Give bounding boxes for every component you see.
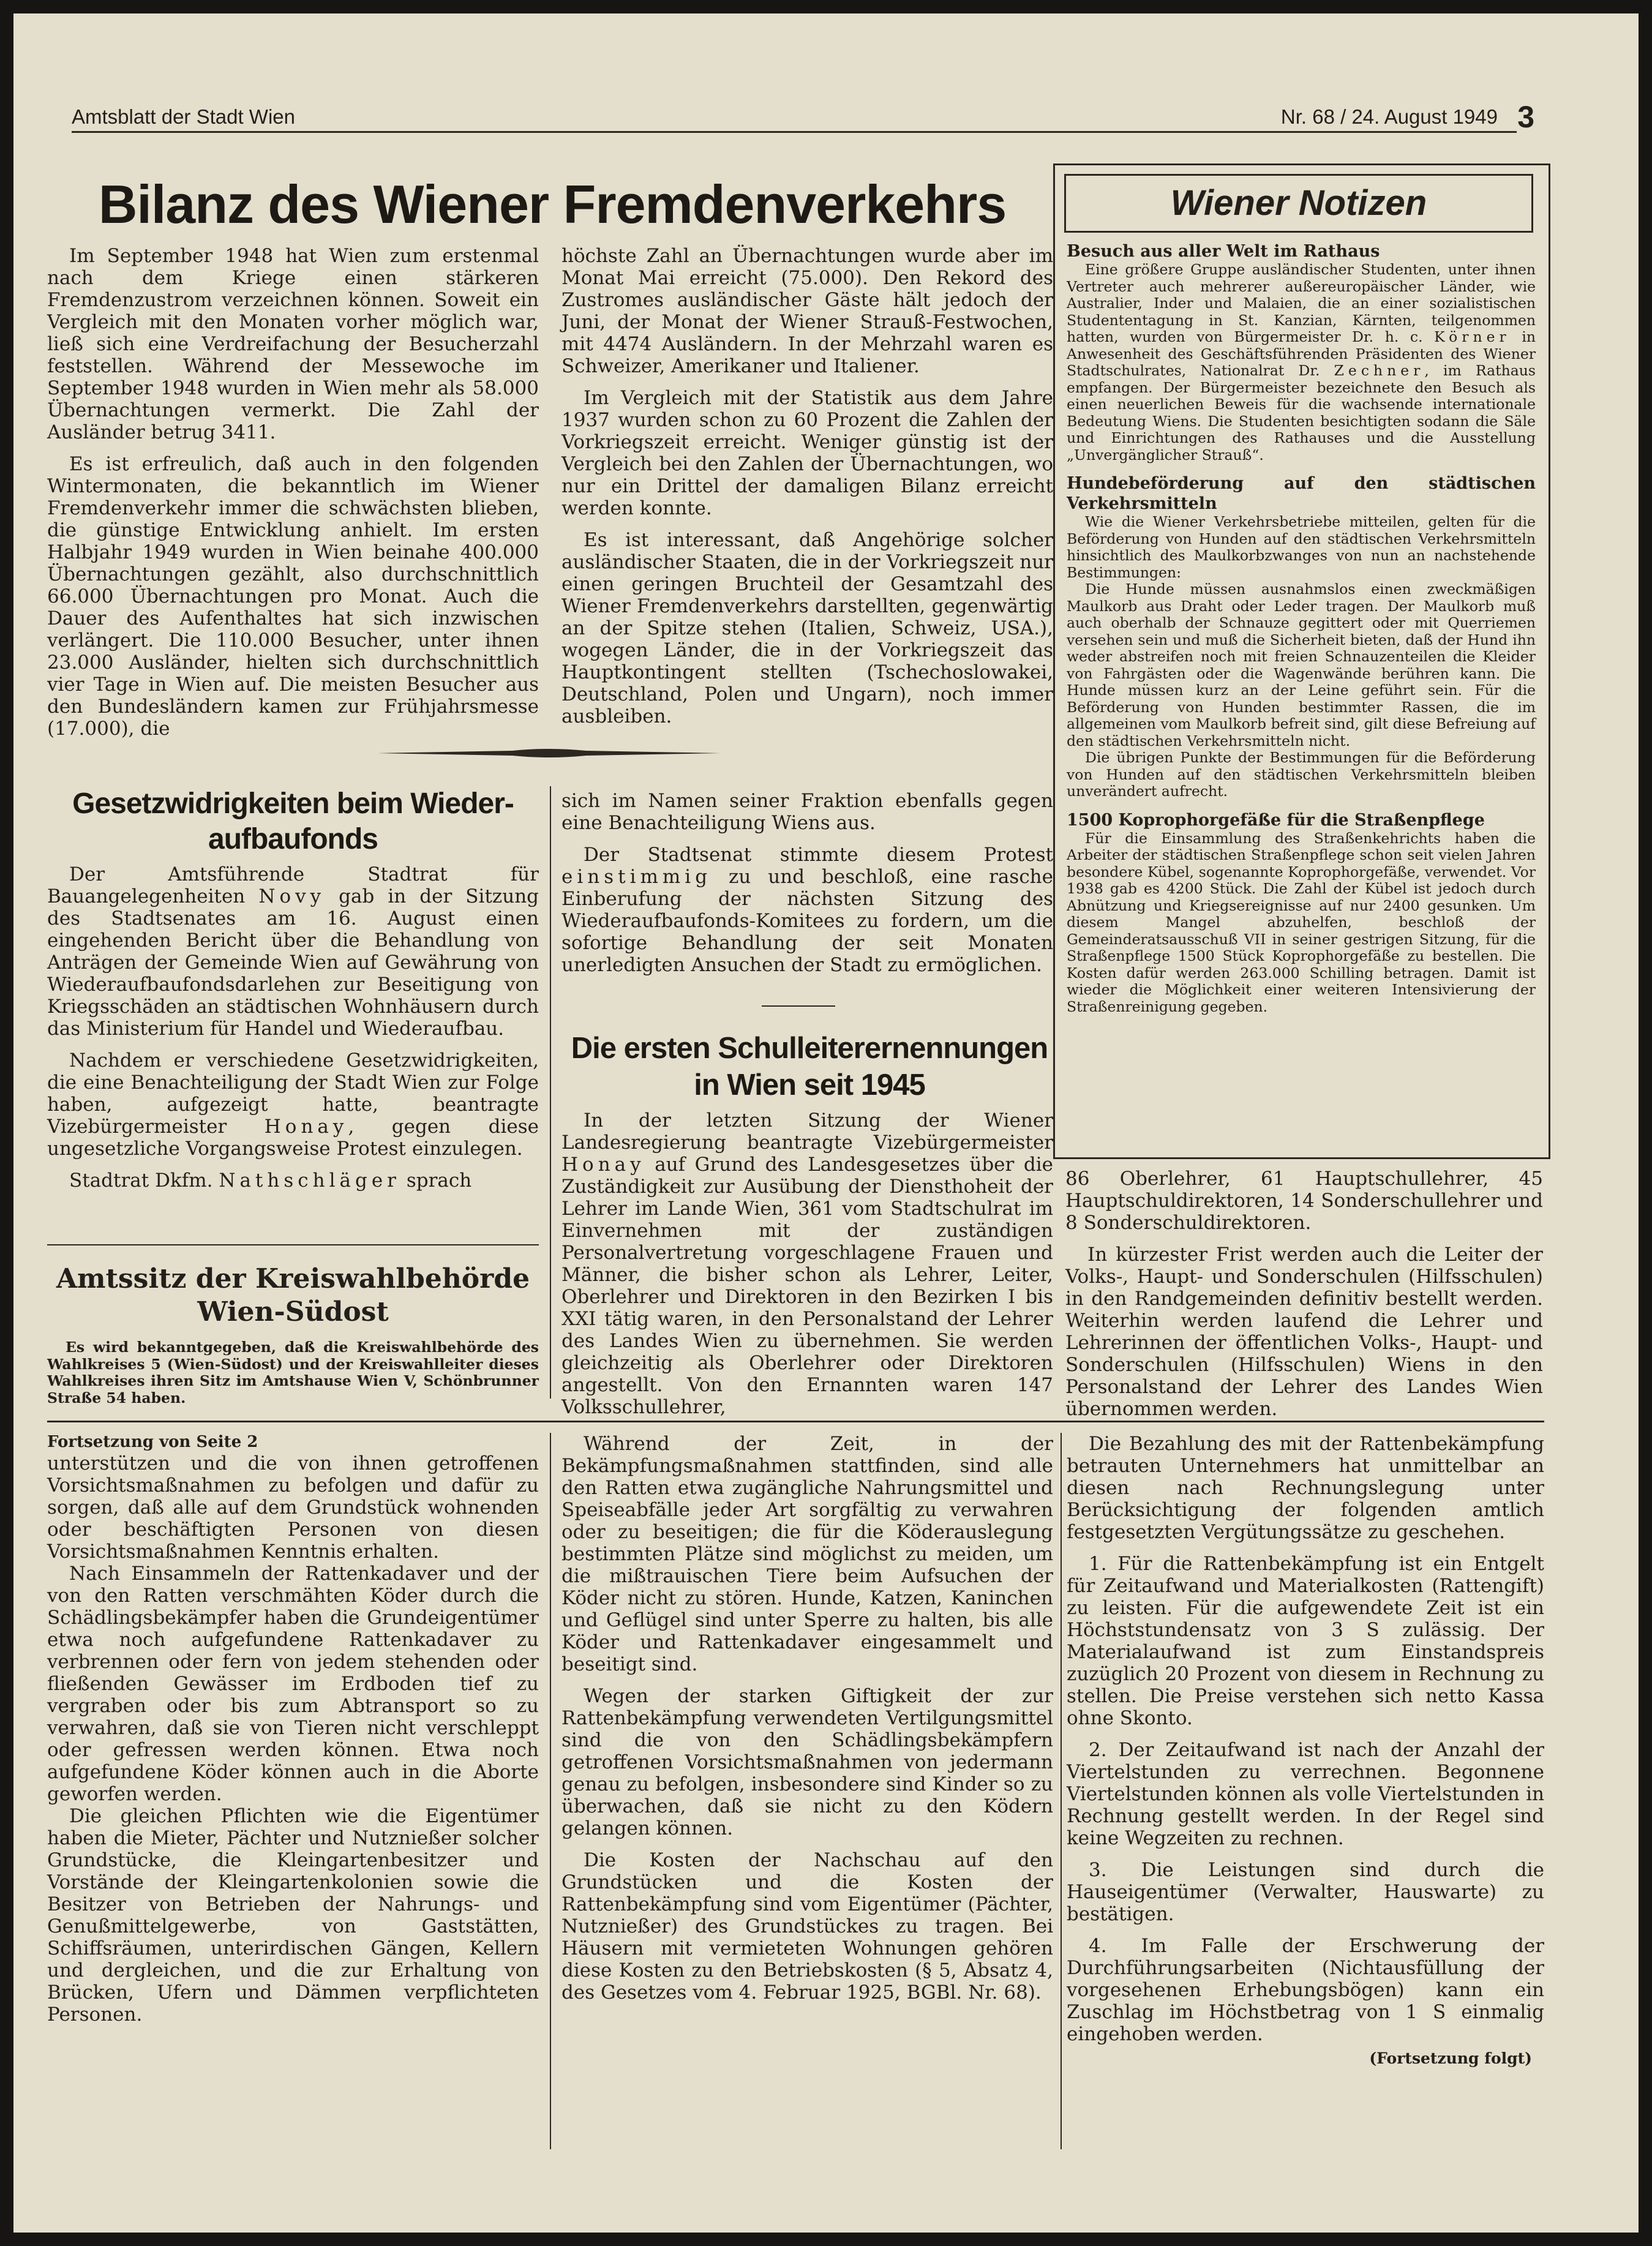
paragraph bbox=[561, 844, 1053, 976]
paragraph: höchste Zahl an Übernachtungen wurde aber im Monat Mai erreicht (75.000). Den Rekord des Zustromes ausländischer Gäste hält jedoch der Juni, der Monat der Wiener Strauß-Festwochen, mit 4474 Ausländern. In der Mehrzahl waren es Schweizer, Amerikaner und Italiener. bbox=[561, 245, 1053, 377]
paragraph bbox=[47, 863, 539, 1040]
notiz-heading: 1500 Koprophorgefäße für die Straßenpflege bbox=[1067, 810, 1485, 830]
fonds-article-title bbox=[47, 786, 539, 857]
title-line: Gesetzwidrigkeiten beim Wieder- bbox=[72, 787, 514, 820]
paragraph: Im Vergleich mit der Statistik aus dem Jahre 1937 wurden schon zu 60 Prozent die Zahlen der Vorkriegszeit erreicht. Weniger günstig ist der Vergleich bei den Zahlen der Übernachtungen, wo nur ein Drittel der damaligen Bilanz erreicht werden konnte. bbox=[561, 387, 1053, 519]
schul-article-col3 bbox=[1065, 1168, 1543, 1420]
continuation-col3 bbox=[1067, 1433, 1544, 2070]
paragraph: 3. Die Leistungen sind durch die Hauseigentümer (Verwalter, Hauswarte) zu bestätigen. bbox=[1067, 1859, 1544, 1925]
paragraph: Im September 1948 hat Wien zum erstenmal nach dem Kriege einen stärkeren Fremdenzustrom verzeichnen können. Soweit ein Vergleich mit den Monaten vorher möglich war, ließ sich eine Verdreifachung der Besucherzahl feststellen. Während der Messewoche im September 1948 wurden in Wien mehr als 58.000 Übernachtungen vermerkt. Die Zahl der Ausländer betrug 3411. bbox=[47, 245, 539, 443]
paragraph bbox=[47, 1050, 539, 1160]
kreis-article-text bbox=[47, 1339, 539, 1407]
continuation-col1 bbox=[47, 1452, 539, 2026]
text: Eine größere Gruppe ausländischer Studenten, unter ihnen Vertreter auch mehrerer außereuropäischer Länder, wie Australier, Inder und Malaien, die an einer sozialistischen Studententagung in St. Kanzian, Kärnten, teilgenommen hatten, wurden von Bürgermeister Dr. h. c. bbox=[1067, 261, 1536, 345]
section-rule bbox=[47, 1244, 539, 1245]
notiz-heading: Besuch aus aller Welt im Rathaus bbox=[1067, 242, 1380, 261]
paragraph bbox=[47, 1170, 539, 1192]
title-line: Amtssitz der Kreiswahlbehörde bbox=[56, 1263, 530, 1294]
paragraph: sich im Namen seiner Fraktion ebenfalls gegen eine Benachteiligung Wiens aus. bbox=[561, 790, 1053, 834]
text: In der letzten Sitzung der Wiener Landesregierung beantragte Vizebürgermeister bbox=[561, 1110, 1053, 1154]
paragraph: 4. Im Falle der Erschwerung der Durchführungsarbeiten (Nichtausfüllung der vorgesehenen Erhebungsbögen) kann ein Zuschlag im Höchstbetrag von 1 S einmalig eingehoben werden. bbox=[1067, 1935, 1544, 2045]
page-number: 3 bbox=[1517, 100, 1534, 134]
paragraph: Die gleichen Pflichten wie die Eigentümer haben die Mieter, Pächter und Nutznießer solcher Grundstücke, die Kleingartenbesitzer und Vorstände der Kleingartenkolonien sowie die Besitzer von Betrieben der Nahrungs- und Genußmittelgewerbe, von Gaststätten, Schiffsräumen, unterirdischen Gängen, Kellern und dergleichen, und die zur Erhaltung von Brücken, Ufern und Dämmen verpflichteten Personen. bbox=[47, 1805, 539, 2026]
masthead-title: Amtsblatt der Stadt Wien bbox=[72, 105, 295, 128]
text: zu und beschloß, eine rasche Einberufung der nächsten Sitzung des Wiederaufbaufonds-Komitees zu fordern, um die sofortige Behandlung der seit Monaten unerledigten Ansuchen der Stadt zu ermöglichen. bbox=[561, 866, 1053, 976]
person-name: Körner bbox=[1434, 328, 1511, 345]
emphasis: einstimmig bbox=[561, 866, 712, 888]
text: , gegen diese ungesetzliche Vorgangsweise Protest einzulegen. bbox=[47, 1116, 539, 1160]
paragraph: unterstützen und die von ihnen getroffenen Vorsichtsmaßnahmen zu befolgen und dafür zu sorgen, daß alle auf dem Grundstück wohnenden oder beschäftigten Personen von diesen Vorsichtsmaßnahmen Kenntnis erhalten. bbox=[47, 1452, 539, 1563]
text: , im Rathaus empfangen. Der Bürgermeister bezeichnete den Besuch als einen neuerlichen Beweis für die wachsende internationale Bedeutung Wiens. Die Studenten besichtigten sodann die Säle und Einrichtungen des Rathauses und die Ausstellung „Unvergänglicher Strauß“. bbox=[1067, 362, 1536, 464]
continuation-label: Fortsetzung von Seite 2 bbox=[47, 1433, 258, 1451]
column-rule bbox=[550, 786, 551, 1399]
text: Der Stadtsenat stimmte diesem Protest bbox=[584, 844, 1053, 866]
paragraph: 2. Der Zeitaufwand ist nach der Anzahl der Viertelstunden zu verrechnen. Begonnene Viertelstunden können als volle Viertelstunden in Rechnung gestellt werden. In der Regel sind keine Wegzeiten zu rechnen. bbox=[1067, 1739, 1544, 1849]
text: sprach bbox=[406, 1170, 472, 1192]
notiz-paragraph: Wie die Wiener Verkehrsbetriebe mitteilen, gelten für die Beförderung von Hunden auf den städtischen Verkehrsmitteln hinsichtlich des Maulkorbzwanges von nun an nachstehende Bestimmungen: bbox=[1067, 513, 1536, 581]
paragraph bbox=[561, 1110, 1053, 1418]
notiz-heading: Hundebeförderung auf den städtischen Verkehrsmitteln bbox=[1067, 474, 1536, 513]
title-line: in Wien seit 1945 bbox=[694, 1069, 925, 1102]
notizen-title: Wiener Notizen bbox=[1064, 174, 1533, 233]
continuation-col2 bbox=[561, 1433, 1053, 2004]
notiz-paragraph: Die Hunde müssen ausnahmslos einen zweckmäßigen Maulkorb aus Draht oder Leder tragen. Der Maulkorb muß auch oberhalb der Schnauze gegittert oder mit Querriemen versehen sein und muß die Sicherheit bieten, daß der Hund ihn weder abstreifen noch mit freien Schnauzenteilen die Kleider von Fahrgästen oder die Wagenwände berühren kann. Die Hunde müssen kurz an der Leine geführt sein. Für die Beförderung von Hunden bestimmter Rassen, die im allgemeinen vom Maulkorb befreit sind, gilt diese Befreiung auf den städtischen Verkehrsmitteln nicht. bbox=[1067, 580, 1536, 749]
paragraph: Es wird bekanntgegeben, daß die Kreiswahlbehörde des Wahlkreises 5 (Wien-Südost) und der Kreiswahlleiter dieses Wahlkreises ihren Sitz im Amtshause Wien V, Schönbrunner Straße 54 haben. bbox=[47, 1339, 539, 1407]
person-name: Honay bbox=[561, 1154, 645, 1176]
person-name: Zechner bbox=[1334, 362, 1425, 379]
newspaper-page bbox=[13, 13, 1639, 2233]
notiz-paragraph: Die übrigen Punkte der Bestimmungen für die Beförderung von Hunden auf den städtischen Verkehrsmitteln bleiben unverändert aufrecht. bbox=[1067, 749, 1536, 800]
paragraph: 1. Für die Rattenbekämpfung ist ein Entgelt für Zeitaufwand und Materialkosten (Rattengift) zu leisten. Für die aufgewendete Zeit ist ein Höchststundensatz von 3 S zulässig. Der Materialaufwand ist zum Einstandspreis zuzüglich 20 Prozent von diesem in Rechnung zu stellen. Die Preise verstehen sich netto Kassa ohne Skonto. bbox=[1067, 1553, 1544, 1729]
main-article-col2 bbox=[561, 245, 1053, 727]
notiz-paragraph bbox=[1067, 261, 1536, 464]
notizen-content bbox=[1067, 241, 1536, 1015]
person-name: Nathschläger bbox=[219, 1170, 400, 1192]
continued-note: (Fortsetzung folgt) bbox=[1369, 2049, 1532, 2067]
title-line: Wien-Südost bbox=[197, 1296, 389, 1328]
schul-article-title bbox=[552, 1030, 1067, 1103]
paragraph: Die Kosten der Nachschau auf den Grundstücken und die Kosten der Rattenbekämpfung sind vom Eigentümer (Pächter, Nutznießer) des Grundstückes zu tragen. Bei Häusern mit vermieteten Wohnungen gehören diese Kosten zu den Betriebskosten (§ 5, Absatz 4, des Gesetzes vom 4. Februar 1925, BGBl. Nr. 68). bbox=[561, 1849, 1053, 2004]
text: Nachdem er verschiedene Gesetzwidrigkeiten, die eine Benachteiligung der Stadt Wien zur Folge haben, aufgezeigt hatte, beantragte Vizebürgermeister bbox=[47, 1050, 539, 1138]
paragraph: Die Bezahlung des mit der Rattenbekämpfung betrauten Unternehmers hat unmittelbar an diesen nach Rechnungslegung unter Berücksichtigung der folgenden amtlich festgesetzten Vergütungssätze zu geschehen. bbox=[1067, 1433, 1544, 1543]
column-rule bbox=[550, 1433, 551, 2149]
paragraph: In kürzester Frist werden auch die Leiter der Volks-, Haupt- und Sonderschulen (Hilfsschulen) in den Randgemeinden definitiv bestellt werden. Weiterhin werden laufend die Lehrer und Lehrerinnen der öffentlichen Volks-, Haupt- und Sonderschulen (Hilfsschulen) Wiens in den Personalstand der Lehrer des Landes Wien übernommen werden. bbox=[1065, 1244, 1543, 1420]
column-rule bbox=[1061, 1433, 1062, 2149]
notiz-paragraph: Für die Einsammlung des Straßenkehrichts haben die Arbeiter der städtischen Straßenpflege schon seit vielen Jahren besondere Kübel, sogenannte Koprophorgefäße, verwendet. Vor 1938 gab es 4200 Stück. Die Zahl der Kübel ist jedoch durch Abnützung und Kriegsereignisse auf nur 2400 gesunken. Um diesem Mangel abzuhelfen, beschloß der Gemeinderatsausschuß VII in seiner gestrigen Sitzung, für die Straßenpflege 1500 Stück Koprophorgefäße zu bestellen. Die Kosten dafür werden 263.000 Schilling betragen. Damit ist wieder die Möglichkeit einer weiteren Intensivierung der Straßenreinigung gegeben. bbox=[1067, 829, 1536, 1015]
person-name: Honay bbox=[264, 1116, 348, 1138]
person-name: Novy bbox=[258, 885, 326, 907]
paragraph: Während der Zeit, in der Bekämpfungsmaßnahmen stattfinden, sind alle den Ratten etwa zugängliche Nahrungsmittel und Speiseabfälle jeder Art sorgfältig zu verwahren oder zu beseitigen; die für die Köderauslegung bestimmten Plätze sind möglichst zu meiden, um die mißtrauischen Tiere beim Aufsuchen der Köder nicht zu stören. Hunde, Katzen, Kaninchen und Geflügel sind unter Sperre zu halten, bis alle Köder und Rattenkadaver eingesammelt und beseitigt sind. bbox=[561, 1433, 1053, 1675]
schul-article-col2 bbox=[561, 1110, 1053, 1418]
main-article-col1 bbox=[47, 245, 539, 740]
text: Stadtrat Dkfm. bbox=[69, 1170, 213, 1192]
section-rule bbox=[47, 1421, 1544, 1422]
ornamental-divider bbox=[378, 747, 721, 759]
paragraph: Es ist erfreulich, daß auch in den folgenden Wintermonaten, die bekanntlich im Wiener Fremdenverkehr immer die schwächsten blieben, die günstige Entwicklung anhielt. Im ersten Halbjahr 1949 wurden in Wien beinahe 400.000 Übernachtungen gezählt, also durchschnittlich 66.000 Übernachtungen pro Monat. Auch die Dauer des Aufenthaltes hat sich inzwischen verlängert. Die 110.000 Besucher, unter ihnen 23.000 Ausländer, hielten sich durchschnittlich vier Tage in Wien auf. Die meisten Besucher aus den Bundesländern kamen zur Frühjahrsmesse (17.000), die bbox=[47, 453, 539, 740]
short-divider bbox=[762, 1005, 835, 1007]
fonds-article-col2 bbox=[561, 790, 1053, 976]
text: Der Amtsführende Stadtrat für Bauangelegenheiten bbox=[47, 863, 539, 907]
text: gab in der Sitzung des Stadtsenates am 16. August einen eingehenden Bericht über die Behandlung von Anträgen der Gemeinde Wien auf Gewährung von Wiederaufbaufondsdarlehen zur Beseitigung von Kriegsschäden an städtischen Wohnhäusern durch das Ministerium für Handel und Wiederaufbau. bbox=[47, 885, 539, 1040]
paragraph: 86 Oberlehrer, 61 Hauptschullehrer, 45 Hauptschuldirektoren, 14 Sonderschullehrer und 8 Sonderschuldirektoren. bbox=[1065, 1168, 1543, 1234]
kreis-article-title bbox=[47, 1263, 539, 1329]
title-line: Die ersten Schulleiterernennungen bbox=[571, 1032, 1048, 1065]
main-article-title: Bilanz des Wiener Fremdenverkehrs bbox=[98, 174, 1007, 235]
paragraph: Es ist interessant, daß Angehörige solcher ausländischer Staaten, die in der Vorkriegszeit nur einen geringen Bruchteil der Gesamtzahl des Wiener Fremdenverkehrs darstellten, gegenwärtig an der Spitze stehen (Italien, Schweiz, USA.), wogegen Länder, die in der Vorkriegszeit das Hauptkontingent stellten (Tschechoslowakei, Deutschland, Polen und Ungarn), noch immer ausbleiben. bbox=[561, 529, 1053, 727]
fonds-article-col1 bbox=[47, 863, 539, 1192]
issue-date: Nr. 68 / 24. August 1949 bbox=[1280, 105, 1498, 128]
title-line: aufbaufonds bbox=[208, 823, 378, 855]
header-rule bbox=[72, 131, 1517, 133]
text: auf Grund des Landesgesetzes über die Zuständigkeit zur Ausübung der Diensthoheit der Lehrer im Lande Wien, 361 vom Stadtschulrat im Einvernehmen mit der zuständigen Personalvertretung vorgeschlagene Frauen und Männer, die bisher schon als Lehrer, Leiter, Oberlehrer und Direktoren in den Bezirken I bis XXI tätig waren, in den Personalstand der Lehrer des Landes Wien zu übernehmen. Sie werden gleichzeitig als Oberlehrer oder Direktoren angestellt. Von den Ernannten waren 147 Volksschullehrer, bbox=[561, 1154, 1053, 1418]
text: in Anwesenheit des Geschäftsführenden Präsidenten des Wiener Stadtschulrates, Nationalrat Dr. bbox=[1067, 328, 1536, 379]
paragraph: Wegen der starken Giftigkeit der zur Rattenbekämpfung verwendeten Vertilgungsmittel sind die von den Schädlingsbekämpfern getroffenen Vorsichtsmaßnahmen von jedermann genau zu befolgen, insbesondere sind Kinder so zu überwachen, daß sie nicht zu den Ködern gelangen können. bbox=[561, 1685, 1053, 1839]
paragraph: Nach Einsammeln der Rattenkadaver und der von den Ratten verschmähten Köder durch die Schädlingsbekämpfer haben die Grundeigentümer etwa noch aufgefundene Rattenkadaver zu verbrennen oder fern von jedem stehenden oder fließenden Gewässer im Erdboden tief zu vergraben oder bis zum Abtransport so zu verwahren, daß sie von Tieren nicht verschleppt oder gefressen werden können. Etwa noch aufgefundene Köder können auch in die Aborte geworfen werden. bbox=[47, 1563, 539, 1805]
